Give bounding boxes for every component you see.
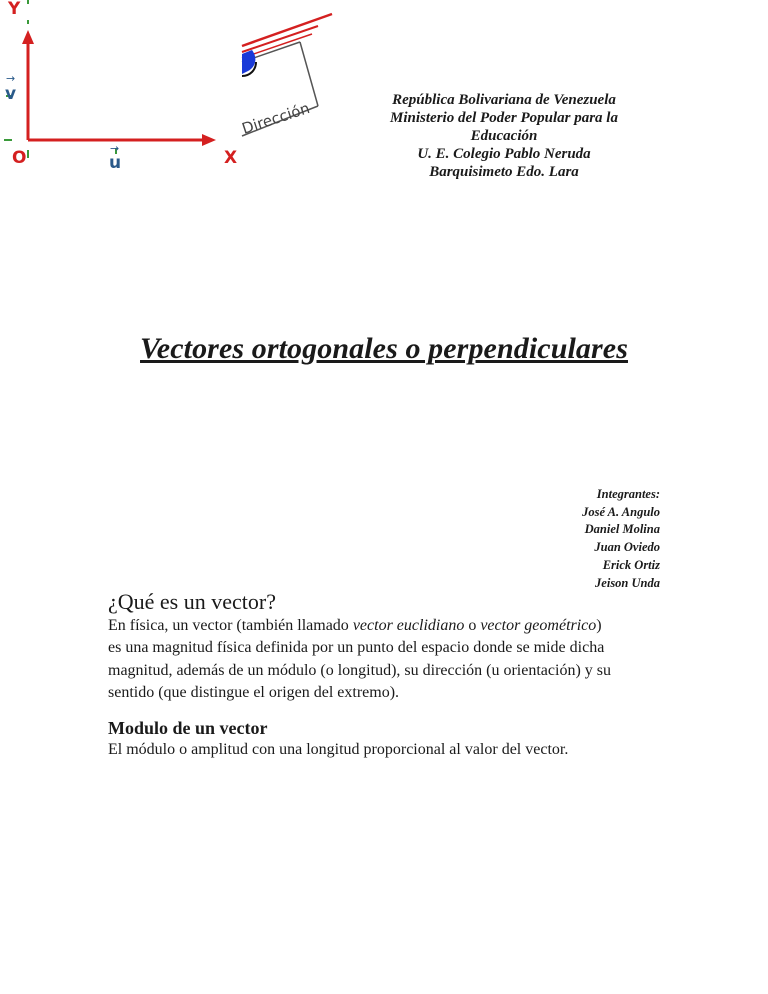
paragraph-line: En física, un vector (también llamado vector euclidiano o vector geométrico) [108, 617, 602, 634]
x-axis-arrowhead [202, 134, 216, 146]
member-name: Jeison Unda [595, 575, 660, 590]
vector-definition-paragraph [108, 615, 668, 705]
paragraph-line: sentido (que distingue el origen del extremo). [108, 684, 400, 702]
members-list [582, 486, 660, 592]
document-title: Vectores ortogonales o perpendiculares [140, 332, 628, 365]
school-header [350, 91, 658, 181]
section-heading-vector: ¿Qué es un vector? [108, 589, 276, 614]
header-line: República Bolivariana de Venezuela [392, 92, 616, 108]
vector-v-label: v [5, 84, 17, 104]
member-name: Juan Oviedo [594, 540, 660, 555]
vector-axes-diagram [0, 0, 350, 190]
paragraph-line: es una magnitud física definida por un punto del espacio donde se mide dicha [108, 639, 605, 657]
origin-label: O [12, 148, 27, 168]
header-line: U. E. Colegio Pablo Neruda [417, 146, 591, 162]
paragraph-line: magnitud, además de un módulo (o longitud), su dirección (u orientación) y su [108, 661, 611, 679]
section-heading-modulo: Modulo de un vector [108, 718, 268, 738]
member-name: José A. Angulo [582, 504, 660, 519]
modulo-paragraph [108, 739, 668, 761]
members-heading: Integrantes: [596, 487, 660, 501]
header-line: Ministerio del Poder Popular para la [390, 110, 618, 126]
direction-diagram-fragment [240, 14, 332, 138]
member-name: Erick Ortiz [602, 557, 660, 572]
vector-u-label: u [109, 153, 122, 173]
y-axis-arrowhead [22, 30, 34, 44]
axis-y-label: Y [8, 0, 21, 19]
header-line: Educación [470, 128, 538, 144]
header-line: Barquisimeto Edo. Lara [429, 164, 579, 180]
axis-x-label: X [224, 148, 238, 168]
paragraph-line: El módulo o amplitud con una longitud proporcional al valor del vector. [108, 741, 569, 758]
member-name: Daniel Molina [584, 522, 660, 537]
vector-v-arrow: → [6, 72, 16, 85]
direction-label: Dirección [239, 99, 312, 138]
vector-u-arrow: → [110, 142, 120, 155]
